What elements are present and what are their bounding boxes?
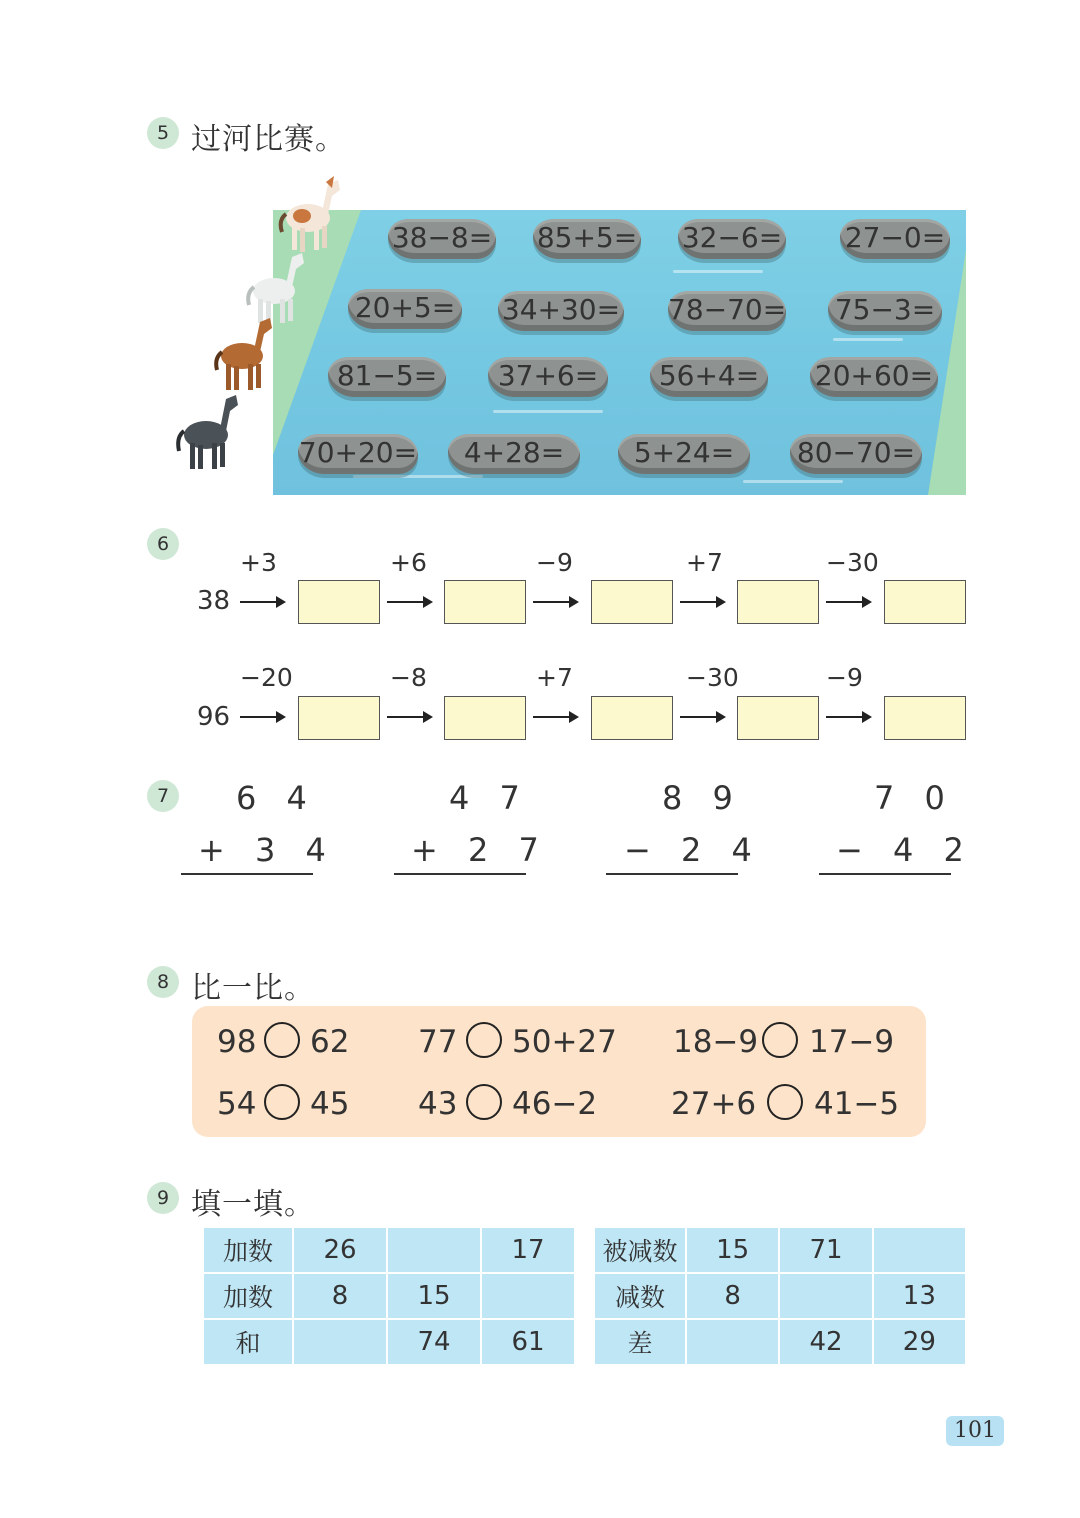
compare-right: 41−5 [814, 1086, 900, 1122]
compare-circle[interactable] [466, 1084, 502, 1120]
chain-operation: −30 [686, 663, 739, 692]
stone-equation: 70+20= [298, 434, 418, 474]
chain-operation: +7 [686, 548, 723, 577]
arrow-icon [240, 601, 284, 603]
answer-box[interactable] [737, 580, 819, 624]
horse-brown-icon [214, 310, 280, 394]
table-cell[interactable]: 8 [687, 1274, 778, 1318]
stone-equation: 20+5= [348, 289, 462, 329]
chain-operation: −30 [826, 548, 879, 577]
answer-box[interactable] [298, 580, 380, 624]
arrow-icon [240, 716, 284, 718]
table-row [595, 1320, 965, 1364]
arrow-icon [680, 601, 724, 603]
stone-equation: 5+24= [618, 434, 750, 474]
answer-box[interactable] [884, 696, 966, 740]
section-6-badge: 6 [147, 528, 179, 560]
table-cell[interactable] [780, 1274, 871, 1318]
wave [833, 338, 903, 341]
arrow-icon [533, 716, 577, 718]
vertical-top-number: 6 4 [236, 779, 317, 817]
section-9-title: 填一填。 [191, 1187, 315, 1222]
answer-box[interactable] [737, 696, 819, 740]
chain-operation: −20 [240, 663, 293, 692]
vertical-bottom-number: − 2 4 [624, 831, 762, 869]
section-7-badge: 7 [147, 780, 179, 812]
stone-equation: 56+4= [650, 357, 768, 397]
chain-operation: −8 [390, 663, 427, 692]
stone-equation: 75−3= [828, 291, 942, 331]
table-header-cell: 被减数 [595, 1228, 685, 1272]
answer-box[interactable] [591, 696, 673, 740]
stone-equation: 20+60= [810, 357, 938, 397]
table-header-cell: 减数 [595, 1274, 685, 1318]
vertical-bottom-number: − 4 2 [836, 831, 974, 869]
table-cell[interactable]: 42 [780, 1320, 871, 1364]
horse-black-icon [176, 385, 246, 475]
wave [673, 270, 763, 273]
compare-circle[interactable] [767, 1084, 803, 1120]
table-header-cell: 加数 [204, 1274, 292, 1318]
wave [743, 480, 843, 483]
answer-box[interactable] [298, 696, 380, 740]
vertical-top-number: 7 0 [874, 779, 955, 817]
table-header-cell: 差 [595, 1320, 685, 1364]
stone-equation: 38−8= [388, 219, 496, 259]
table-cell[interactable]: 15 [687, 1228, 778, 1272]
section-5-title: 过河比赛。 [191, 122, 346, 157]
table-cell[interactable] [687, 1320, 778, 1364]
chain-operation: −9 [536, 548, 573, 577]
answer-box[interactable] [444, 580, 526, 624]
section-5-badge: 5 [147, 117, 179, 149]
vertical-answer-line [181, 873, 313, 875]
wave [353, 475, 483, 478]
vertical-top-number: 4 7 [449, 779, 530, 817]
compare-left: 43 [418, 1086, 458, 1122]
chain-operation: −9 [826, 663, 863, 692]
table-cell[interactable]: 71 [780, 1228, 871, 1272]
compare-circle[interactable] [762, 1022, 798, 1058]
stone-equation: 85+5= [533, 219, 641, 259]
table-cell[interactable]: 26 [294, 1228, 386, 1272]
compare-right: 50+27 [512, 1024, 617, 1060]
table-row [204, 1228, 574, 1272]
arrow-icon [680, 716, 724, 718]
table-cell[interactable] [874, 1228, 965, 1272]
stone-equation: 37+6= [488, 357, 608, 397]
subtraction-table [593, 1226, 967, 1366]
stone-equation: 27−0= [840, 219, 950, 259]
chain-operation: +6 [390, 548, 427, 577]
table-row [204, 1274, 574, 1318]
stone-equation: 4+28= [448, 434, 580, 474]
compare-left: 77 [418, 1024, 458, 1060]
answer-box[interactable] [591, 580, 673, 624]
vertical-answer-line [819, 873, 951, 875]
table-cell[interactable]: 15 [388, 1274, 480, 1318]
vertical-top-number: 8 9 [662, 779, 743, 817]
compare-right: 45 [310, 1086, 350, 1122]
answer-box[interactable] [884, 580, 966, 624]
compare-right: 46−2 [512, 1086, 598, 1122]
stone-equation: 78−70= [668, 291, 786, 331]
addition-table [202, 1226, 576, 1366]
section-8-title: 比一比。 [191, 971, 315, 1006]
chain-start-number: 96 [197, 702, 231, 732]
compare-left: 18−9 [673, 1024, 759, 1060]
compare-right: 17−9 [809, 1024, 895, 1060]
table-row [595, 1228, 965, 1272]
chain-start-number: 38 [197, 586, 231, 616]
arrow-icon [826, 716, 870, 718]
vertical-answer-line [394, 873, 526, 875]
table-header-cell: 加数 [204, 1228, 292, 1272]
compare-circle[interactable] [466, 1022, 502, 1058]
section-9-badge: 9 [147, 1182, 179, 1214]
stone-equation: 81−5= [328, 357, 446, 397]
table-row [204, 1320, 574, 1364]
stone-equation: 34+30= [498, 291, 624, 331]
compare-left: 98 [217, 1024, 257, 1060]
wave [493, 410, 603, 413]
page-number: 101 [946, 1416, 1004, 1446]
arrow-icon [826, 601, 870, 603]
table-cell[interactable] [294, 1320, 386, 1364]
table-row [595, 1274, 965, 1318]
table-header-cell: 和 [204, 1320, 292, 1364]
chain-operation: +7 [536, 663, 573, 692]
table-cell[interactable]: 74 [388, 1320, 480, 1364]
table-cell[interactable]: 29 [874, 1320, 965, 1364]
table-cell[interactable] [388, 1228, 480, 1272]
table-cell[interactable] [482, 1274, 574, 1318]
arrow-icon [387, 716, 431, 718]
chain-operation: +3 [240, 548, 277, 577]
compare-right: 62 [310, 1024, 350, 1060]
vertical-bottom-number: + 2 7 [411, 831, 549, 869]
vertical-answer-line [606, 873, 738, 875]
table-cell[interactable]: 61 [482, 1320, 574, 1364]
vertical-bottom-number: + 3 4 [198, 831, 336, 869]
stone-equation: 80−70= [790, 434, 922, 474]
stone-equation: 32−6= [678, 219, 786, 259]
arrow-icon [387, 601, 431, 603]
arrow-icon [533, 601, 577, 603]
table-cell[interactable]: 8 [294, 1274, 386, 1318]
compare-circle[interactable] [264, 1084, 300, 1120]
section-8-badge: 8 [147, 966, 179, 998]
compare-left: 54 [217, 1086, 257, 1122]
compare-circle[interactable] [264, 1022, 300, 1058]
answer-box[interactable] [444, 696, 526, 740]
compare-left: 27+6 [671, 1086, 757, 1122]
table-cell[interactable]: 17 [482, 1228, 574, 1272]
table-cell[interactable]: 13 [874, 1274, 965, 1318]
